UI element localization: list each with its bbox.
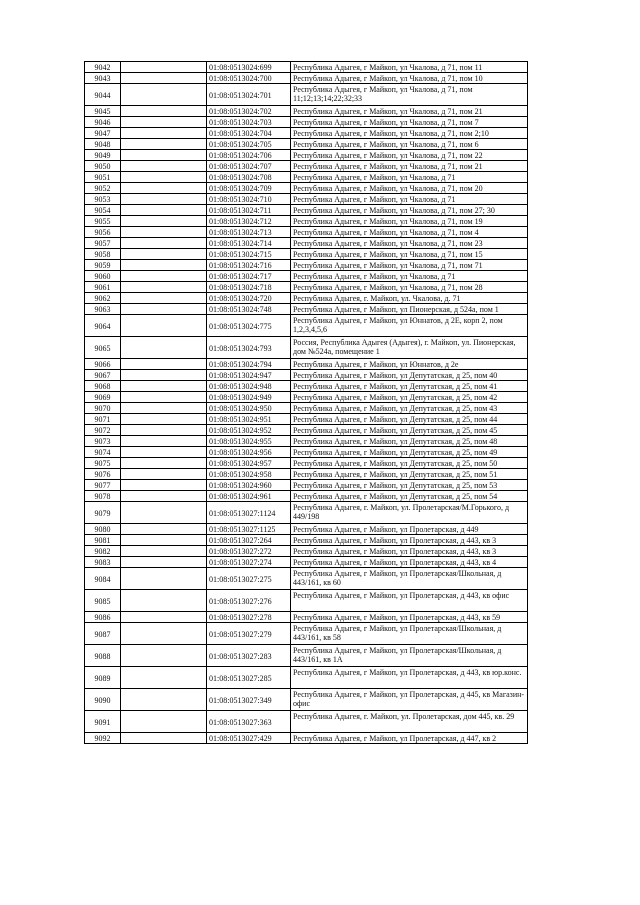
cadastral-number-cell: 01:08:0513024:714 (207, 238, 291, 249)
cadastral-number-cell: 01:08:0513024:703 (207, 117, 291, 128)
row-empty-cell (121, 161, 207, 172)
cadastral-number-cell: 01:08:0513024:706 (207, 150, 291, 161)
table-row (85, 315, 528, 337)
row-empty-cell (121, 392, 207, 403)
table-row (85, 480, 528, 491)
table-row (85, 183, 528, 194)
address-cell: Республика Адыгея, г Майкоп, ул Чкалова, д 71, пом 20 (291, 183, 528, 194)
table-row (85, 425, 528, 436)
row-empty-cell (121, 128, 207, 139)
address-cell: Республика Адыгея, г Майкоп, ул Чкалова, д 71, пом 21 (291, 106, 528, 117)
cadastral-number-cell: 01:08:0513024:716 (207, 260, 291, 271)
row-empty-cell (121, 260, 207, 271)
row-number-cell: 9080 (85, 524, 121, 535)
address-cell: Республика Адыгея, г Майкоп, ул Пролетарская/Школьная, д 443/161, кв 1А (291, 645, 528, 667)
table-row (85, 216, 528, 227)
cadastral-number-cell: 01:08:0513027:285 (207, 667, 291, 689)
cadastral-number-cell: 01:08:0513024:713 (207, 227, 291, 238)
table-row (85, 194, 528, 205)
row-empty-cell (121, 491, 207, 502)
address-cell: Республика Адыгея, г Майкоп, ул Чкалова, д 71, пом 10 (291, 73, 528, 84)
cadastral-number-cell: 01:08:0513024:748 (207, 304, 291, 315)
table-row (85, 436, 528, 447)
address-cell: Республика Адыгея, г Майкоп, ул Депутатская, д 25, пом 43 (291, 403, 528, 414)
row-empty-cell (121, 524, 207, 535)
row-number-cell: 9051 (85, 172, 121, 183)
row-number-cell: 9083 (85, 557, 121, 568)
row-number-cell: 9081 (85, 535, 121, 546)
address-cell: Республика Адыгея, г Майкоп, ул Чкалова, д 71, пом 71 (291, 260, 528, 271)
address-cell: Республика Адыгея, г Майкоп, ул Пролетарская/Школьная, д 443/161, кв 60 (291, 568, 528, 590)
row-number-cell: 9064 (85, 315, 121, 337)
table-row (85, 403, 528, 414)
row-number-cell: 9044 (85, 84, 121, 106)
table-row (85, 370, 528, 381)
row-number-cell: 9069 (85, 392, 121, 403)
row-number-cell: 9077 (85, 480, 121, 491)
cadastral-number-cell: 01:08:0513027:363 (207, 711, 291, 733)
row-empty-cell (121, 436, 207, 447)
row-number-cell: 9078 (85, 491, 121, 502)
cadastral-number-cell: 01:08:0513027:272 (207, 546, 291, 557)
cadastral-number-cell: 01:08:0513024:955 (207, 436, 291, 447)
address-cell: Республика Адыгея, г. Майкоп, ул. Чкалова, д. 71 (291, 293, 528, 304)
cadastral-number-cell: 01:08:0513024:957 (207, 458, 291, 469)
table-row (85, 689, 528, 711)
row-number-cell: 9068 (85, 381, 121, 392)
table-row (85, 282, 528, 293)
address-cell: Республика Адыгея, г Майкоп, ул Пролетарская, д 443, кв 3 (291, 546, 528, 557)
address-cell: Республика Адыгея, г Майкоп, ул Депутатская, д 25, пом 50 (291, 458, 528, 469)
table-row (85, 667, 528, 689)
cadastral-number-cell: 01:08:0513027:276 (207, 590, 291, 612)
row-number-cell: 9071 (85, 414, 121, 425)
cadastral-number-cell: 01:08:0513024:711 (207, 205, 291, 216)
table-row (85, 337, 528, 359)
row-number-cell: 9050 (85, 161, 121, 172)
row-empty-cell (121, 249, 207, 260)
cadastral-number-cell: 01:08:0513024:794 (207, 359, 291, 370)
row-empty-cell (121, 711, 207, 733)
row-empty-cell (121, 293, 207, 304)
table-row (85, 172, 528, 183)
address-cell: Республика Адыгея, г Майкоп, ул Чкалова, д 71, пом 11;12;13;14;22;32;33 (291, 84, 528, 106)
table-row (85, 645, 528, 667)
table-row (85, 623, 528, 645)
address-cell: Республика Адыгея, г Майкоп, ул Депутатская, д 25, пом 53 (291, 480, 528, 491)
table-row (85, 128, 528, 139)
table-row (85, 271, 528, 282)
address-cell: Республика Адыгея, г Майкоп, ул Чкалова, д 71, пом 2;10 (291, 128, 528, 139)
cadastral-number-cell: 01:08:0513024:700 (207, 73, 291, 84)
table-row (85, 304, 528, 315)
row-empty-cell (121, 381, 207, 392)
registry-table-body (85, 62, 528, 744)
cadastral-number-cell: 01:08:0513027:274 (207, 557, 291, 568)
table-row (85, 392, 528, 403)
row-empty-cell (121, 271, 207, 282)
row-empty-cell (121, 403, 207, 414)
cadastral-number-cell: 01:08:0513027:429 (207, 733, 291, 744)
row-empty-cell (121, 117, 207, 128)
row-number-cell: 9067 (85, 370, 121, 381)
row-number-cell: 9091 (85, 711, 121, 733)
address-cell: Республика Адыгея, г Майкоп, ул Чкалова, д 71 (291, 194, 528, 205)
cadastral-number-cell: 01:08:0513024:947 (207, 370, 291, 381)
row-number-cell: 9060 (85, 271, 121, 282)
table-row (85, 381, 528, 392)
cadastral-number-cell: 01:08:0513027:1125 (207, 524, 291, 535)
row-number-cell: 9082 (85, 546, 121, 557)
row-number-cell: 9045 (85, 106, 121, 117)
cadastral-number-cell: 01:08:0513024:709 (207, 183, 291, 194)
cadastral-number-cell: 01:08:0513024:951 (207, 414, 291, 425)
address-cell: Республика Адыгея, г Майкоп, ул Депутатская, д 25, пом 54 (291, 491, 528, 502)
row-number-cell: 9092 (85, 733, 121, 744)
row-empty-cell (121, 557, 207, 568)
row-number-cell: 9046 (85, 117, 121, 128)
address-cell: Республика Адыгея, г Майкоп, ул Пролетарская, д 443, кв 59 (291, 612, 528, 623)
row-empty-cell (121, 667, 207, 689)
row-number-cell: 9063 (85, 304, 121, 315)
cadastral-number-cell: 01:08:0513024:948 (207, 381, 291, 392)
address-cell: Республика Адыгея, г Майкоп, ул Депутатская, д 25, пом 42 (291, 392, 528, 403)
address-cell: Республика Адыгея, г Майкоп, ул Депутатская, д 25, пом 40 (291, 370, 528, 381)
row-number-cell: 9057 (85, 238, 121, 249)
table-row (85, 117, 528, 128)
row-empty-cell (121, 414, 207, 425)
address-cell: Республика Адыгея, г Майкоп, ул Пролетарская, д 443, кв юр.конс. (291, 667, 528, 689)
address-cell: Республика Адыгея, г Майкоп, ул Депутатская, д 25, пом 45 (291, 425, 528, 436)
row-number-cell: 9087 (85, 623, 121, 645)
row-empty-cell (121, 612, 207, 623)
table-row (85, 150, 528, 161)
row-number-cell: 9043 (85, 73, 121, 84)
row-number-cell: 9042 (85, 62, 121, 73)
row-empty-cell (121, 425, 207, 436)
row-number-cell: 9090 (85, 689, 121, 711)
address-cell: Республика Адыгея, г. Майкоп, ул. Пролетарская/М.Горького, д 449/198 (291, 502, 528, 524)
row-number-cell: 9070 (85, 403, 121, 414)
cadastral-number-cell: 01:08:0513027:283 (207, 645, 291, 667)
cadastral-number-cell: 01:08:0513024:707 (207, 161, 291, 172)
table-row (85, 535, 528, 546)
table-row (85, 502, 528, 524)
row-empty-cell (121, 172, 207, 183)
address-cell: Республика Адыгея, г Майкоп, ул Чкалова, д 71, пом 6 (291, 139, 528, 150)
row-number-cell: 9084 (85, 568, 121, 590)
cadastral-number-cell: 01:08:0513024:708 (207, 172, 291, 183)
table-row (85, 238, 528, 249)
address-cell: Республика Адыгея, г. Майкоп, ул. Пролетарская, дом 445, кв. 29 (291, 711, 528, 733)
row-empty-cell (121, 337, 207, 359)
row-number-cell: 9089 (85, 667, 121, 689)
cadastral-number-cell: 01:08:0513027:279 (207, 623, 291, 645)
row-empty-cell (121, 150, 207, 161)
row-number-cell: 9088 (85, 645, 121, 667)
address-cell: Республика Адыгея, г Майкоп, ул Пролетарская, д 443, кв 3 (291, 535, 528, 546)
row-empty-cell (121, 623, 207, 645)
address-cell: Республика Адыгея, г Майкоп, ул Чкалова, д 71, пом 19 (291, 216, 528, 227)
address-cell: Республика Адыгея, г Майкоп, ул Юннатов, д 2Е, корп 2, пом 1,2,3,4,5,6 (291, 315, 528, 337)
address-cell: Республика Адыгея, г Майкоп, ул Пролетарская, д 445, кв Магазин-офис (291, 689, 528, 711)
cadastral-number-cell: 01:08:0513027:264 (207, 535, 291, 546)
cadastral-number-cell: 01:08:0513024:702 (207, 106, 291, 117)
row-empty-cell (121, 458, 207, 469)
cadastral-number-cell: 01:08:0513024:712 (207, 216, 291, 227)
row-number-cell: 9053 (85, 194, 121, 205)
cadastral-number-cell: 01:08:0513024:961 (207, 491, 291, 502)
cadastral-number-cell: 01:08:0513024:952 (207, 425, 291, 436)
table-row (85, 359, 528, 370)
row-number-cell: 9076 (85, 469, 121, 480)
address-cell: Республика Адыгея, г Майкоп, ул Чкалова, д 71, пом 23 (291, 238, 528, 249)
cadastral-number-cell: 01:08:0513027:1124 (207, 502, 291, 524)
table-row (85, 491, 528, 502)
row-number-cell: 9086 (85, 612, 121, 623)
address-cell: Республика Адыгея, г Майкоп, ул Пролетарская/Школьная, д 443/161, кв 58 (291, 623, 528, 645)
address-cell: Республика Адыгея, г Майкоп, ул Депутатская, д 25, пом 41 (291, 381, 528, 392)
row-number-cell: 9056 (85, 227, 121, 238)
row-empty-cell (121, 73, 207, 84)
address-cell: Республика Адыгея, г Майкоп, ул Депутатская, д 25, пом 44 (291, 414, 528, 425)
address-cell: Республика Адыгея, г Майкоп, ул Чкалова, д 71, пом 4 (291, 227, 528, 238)
table-row (85, 227, 528, 238)
row-empty-cell (121, 469, 207, 480)
cadastral-number-cell: 01:08:0513024:958 (207, 469, 291, 480)
address-cell: Республика Адыгея, г Майкоп, ул Чкалова, д 71, пом 22 (291, 150, 528, 161)
row-empty-cell (121, 535, 207, 546)
address-cell: Республика Адыгея, г Майкоп, ул Чкалова, д 71 (291, 172, 528, 183)
row-empty-cell (121, 227, 207, 238)
row-number-cell: 9052 (85, 183, 121, 194)
table-row (85, 612, 528, 623)
table-row (85, 447, 528, 458)
cadastral-number-cell: 01:08:0513024:718 (207, 282, 291, 293)
table-row (85, 568, 528, 590)
row-empty-cell (121, 84, 207, 106)
cadastral-number-cell: 01:08:0513027:278 (207, 612, 291, 623)
row-empty-cell (121, 359, 207, 370)
table-row (85, 469, 528, 480)
row-empty-cell (121, 480, 207, 491)
table-row (85, 546, 528, 557)
cadastral-number-cell: 01:08:0513024:699 (207, 62, 291, 73)
row-empty-cell (121, 590, 207, 612)
address-cell: Республика Адыгея, г Майкоп, ул Чкалова, д 71, пом 15 (291, 249, 528, 260)
table-row (85, 293, 528, 304)
row-empty-cell (121, 216, 207, 227)
address-cell: Россия, Республика Адыгея (Адыгея), г. Майкоп, ул. Пионерская, дом №524а, помещение 1 (291, 337, 528, 359)
cadastral-number-cell: 01:08:0513024:705 (207, 139, 291, 150)
row-empty-cell (121, 238, 207, 249)
cadastral-number-cell: 01:08:0513024:960 (207, 480, 291, 491)
row-empty-cell (121, 502, 207, 524)
row-number-cell: 9079 (85, 502, 121, 524)
address-cell: Республика Адыгея, г Майкоп, ул Чкалова, д 71, пом 27; 30 (291, 205, 528, 216)
table-row (85, 458, 528, 469)
row-number-cell: 9085 (85, 590, 121, 612)
address-cell: Республика Адыгея, г Майкоп, ул Чкалова, д 71, пом 11 (291, 62, 528, 73)
table-row (85, 161, 528, 172)
row-number-cell: 9058 (85, 249, 121, 260)
table-row (85, 260, 528, 271)
row-number-cell: 9066 (85, 359, 121, 370)
row-empty-cell (121, 315, 207, 337)
row-number-cell: 9055 (85, 216, 121, 227)
address-cell: Республика Адыгея, г Майкоп, ул Чкалова, д 71, пом 7 (291, 117, 528, 128)
row-number-cell: 9072 (85, 425, 121, 436)
address-cell: Республика Адыгея, г Майкоп, ул Депутатская, д 25, пом 51 (291, 469, 528, 480)
row-empty-cell (121, 304, 207, 315)
row-empty-cell (121, 62, 207, 73)
cadastral-number-cell: 01:08:0513024:717 (207, 271, 291, 282)
address-cell: Республика Адыгея, г Майкоп, ул Депутатская, д 25, пом 49 (291, 447, 528, 458)
registry-table (84, 61, 528, 744)
table-row (85, 73, 528, 84)
address-cell: Республика Адыгея, г Майкоп, ул Чкалова, д 71, пом 21 (291, 161, 528, 172)
cadastral-number-cell: 01:08:0513024:715 (207, 249, 291, 260)
row-empty-cell (121, 546, 207, 557)
address-cell: Республика Адыгея, г Майкоп, ул Пионерская, д 524а, пом 1 (291, 304, 528, 315)
table-row (85, 106, 528, 117)
row-number-cell: 9059 (85, 260, 121, 271)
cadastral-number-cell: 01:08:0513024:704 (207, 128, 291, 139)
cadastral-number-cell: 01:08:0513027:349 (207, 689, 291, 711)
row-number-cell: 9061 (85, 282, 121, 293)
row-empty-cell (121, 282, 207, 293)
row-empty-cell (121, 689, 207, 711)
address-cell: Республика Адыгея, г Майкоп, ул Чкалова, д 71 (291, 271, 528, 282)
row-empty-cell (121, 370, 207, 381)
address-cell: Республика Адыгея, г Майкоп, ул Пролетарская, д 443, кв офис (291, 590, 528, 612)
row-number-cell: 9054 (85, 205, 121, 216)
row-empty-cell (121, 447, 207, 458)
address-cell: Республика Адыгея, г Майкоп, ул Пролетарская, д 449 (291, 524, 528, 535)
address-cell: Республика Адыгея, г Майкоп, ул Чкалова, д 71, пом 28 (291, 282, 528, 293)
row-number-cell: 9047 (85, 128, 121, 139)
cadastral-number-cell: 01:08:0513024:775 (207, 315, 291, 337)
cadastral-number-cell: 01:08:0513024:956 (207, 447, 291, 458)
row-number-cell: 9065 (85, 337, 121, 359)
table-row (85, 733, 528, 744)
row-empty-cell (121, 194, 207, 205)
row-number-cell: 9075 (85, 458, 121, 469)
row-number-cell: 9073 (85, 436, 121, 447)
cadastral-number-cell: 01:08:0513024:710 (207, 194, 291, 205)
address-cell: Республика Адыгея, г Майкоп, ул Юннатов, д 2е (291, 359, 528, 370)
row-empty-cell (121, 183, 207, 194)
row-empty-cell (121, 645, 207, 667)
cadastral-number-cell: 01:08:0513024:701 (207, 84, 291, 106)
table-row (85, 414, 528, 425)
row-empty-cell (121, 568, 207, 590)
cadastral-number-cell: 01:08:0513027:275 (207, 568, 291, 590)
table-row (85, 524, 528, 535)
table-row (85, 711, 528, 733)
row-empty-cell (121, 733, 207, 744)
row-empty-cell (121, 139, 207, 150)
address-cell: Республика Адыгея, г Майкоп, ул Пролетарская, д 443, кв 4 (291, 557, 528, 568)
table-row (85, 557, 528, 568)
row-empty-cell (121, 106, 207, 117)
table-row (85, 205, 528, 216)
row-empty-cell (121, 205, 207, 216)
row-number-cell: 9062 (85, 293, 121, 304)
table-row (85, 139, 528, 150)
address-cell: Республика Адыгея, г Майкоп, ул Депутатская, д 25, пом 48 (291, 436, 528, 447)
cadastral-number-cell: 01:08:0513024:720 (207, 293, 291, 304)
table-row (85, 249, 528, 260)
table-row (85, 590, 528, 612)
row-number-cell: 9048 (85, 139, 121, 150)
address-cell: Республика Адыгея, г Майкоп, ул Пролетарская, д 447, кв 2 (291, 733, 528, 744)
row-number-cell: 9074 (85, 447, 121, 458)
cadastral-number-cell: 01:08:0513024:793 (207, 337, 291, 359)
table-row (85, 84, 528, 106)
row-number-cell: 9049 (85, 150, 121, 161)
cadastral-number-cell: 01:08:0513024:949 (207, 392, 291, 403)
table-row (85, 62, 528, 73)
cadastral-number-cell: 01:08:0513024:950 (207, 403, 291, 414)
